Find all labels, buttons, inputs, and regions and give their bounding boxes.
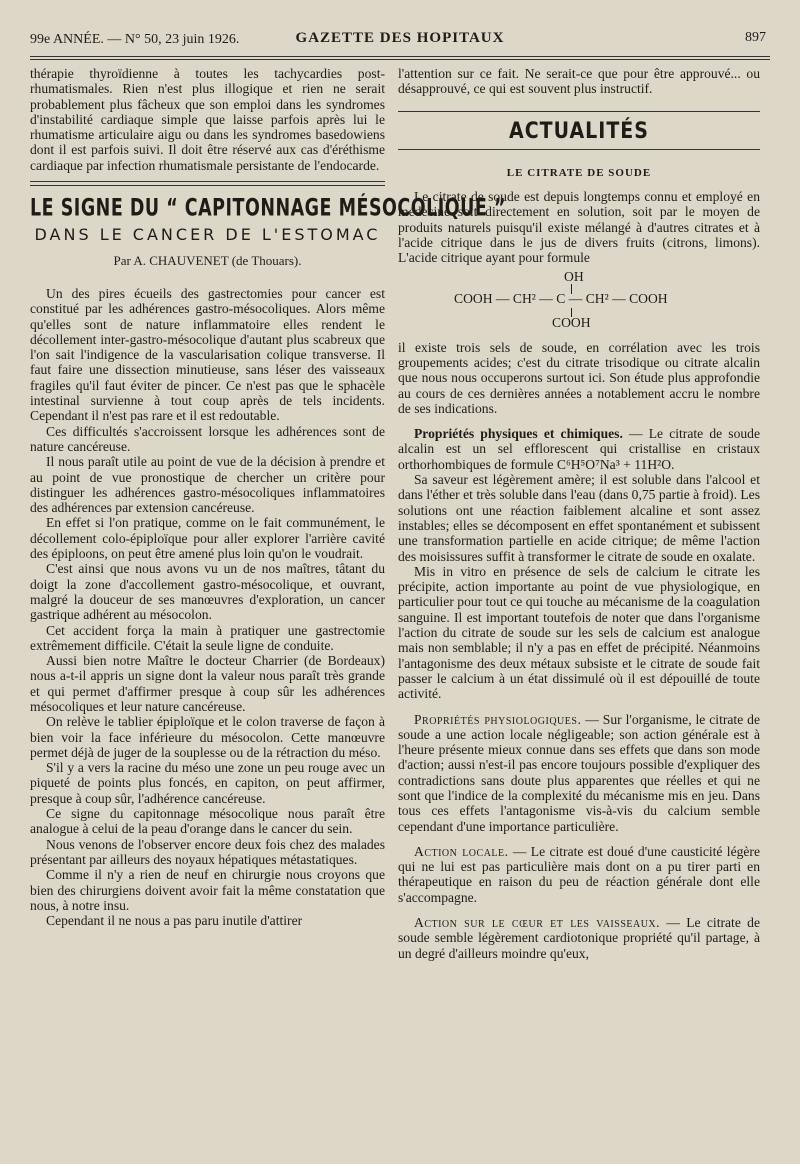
page-number: 897 (745, 30, 766, 45)
article-paragraph (398, 915, 760, 961)
article-paragraph: Cependant il ne nous a pas paru inutile d'attirer (46, 913, 303, 929)
paragraph-heading: Action sur le cœur et les vaisseaux. (414, 915, 661, 931)
journal-title: GAZETTE DES HOPITAUX (295, 30, 505, 46)
article-paragraph (398, 712, 760, 834)
formula-top: OH (564, 268, 584, 284)
right-column (398, 66, 760, 961)
article-paragraph: Comme il n'y a rien de neuf en chirurgie nous croyons que bien des chirurgiens doivent avoir fait la même constatation que nous, à notre insu. (30, 867, 385, 913)
header-rule (30, 56, 770, 60)
article-separator (30, 181, 385, 186)
article-paragraph: Ce signe du capitonnage mésocolique nous paraît être analogue à celui de la peau d'orange dans le cancer du sein. (30, 806, 385, 837)
article-byline: Par A. CHAUVENET (de Thouars). (113, 252, 302, 268)
issue-info: 99e ANNÉE. — N° 50, 23 juin 1926. (30, 32, 240, 47)
article-paragraph: On relève le tablier épiploïque et le colon traverse de façon à bien voir la face inférieure du mésocolon. Cette manœuvre permet déjà de juger de la souplesse ou de la rétraction du méso. (30, 714, 385, 760)
subsection-title: LE CITRATE DE SOUDE (506, 166, 652, 179)
article-paragraph: S'il y a vers la racine du méso une zone un peu rouge avec un piqueté de points plus foncés, en capiton, on peut affirmer, presque à coup sûr, l'adhérence cancéreuse. (30, 760, 385, 806)
left-intro-paragraph: thérapie thyroïdienne à toutes les tachycardies post-rhumatismales. Rien n'est plus illogique et rien ne serait probablement plus fâcheux que son emploi dans les syndromes d'instabilité cardiaque simple que laisse parfois après lui le rhumatisme articulaire aigu ou dans les syndromes basedowiens dont il est parfois suivi. Il doit être réservé aux cas d'éréthisme cardiaque par infection rhumatismale persistante de l'endocarde. (30, 66, 385, 173)
paragraph-heading: Action locale. (414, 843, 509, 859)
page-header (30, 28, 770, 54)
article-paragraph: Sa saveur est légèrement amère; il est soluble dans l'alcool et dans l'éther et très soluble dans l'eau (dans 0,75 partie à froid). Les solutions ont une réaction faiblement alcaline et sont assez instables; elles se décomposent en effet spontanément et subissent une transformation partielle en acide citrique; de même l'action des moisissures suffit à transformer le citrate de soude en oxalate. (398, 472, 760, 564)
formula-main: COOH — CH² — C — CH² — COOH (454, 290, 668, 306)
article-title: LE SIGNE DU “ CAPITONNAGE MÉSOCOLIQUE ” (30, 195, 506, 223)
chemical-formula (398, 270, 760, 332)
article-paragraph: Un des pires écueils des gastrectomies pour cancer est constitué par les adhérences gastro-mésocoliques. Alors même qu'elles sont de nature inflammatoire elles rendent le décollement inter-gastro-mésocolique d'autant plus scabreux que l'on sait l'indigence de la vascularisation colique transverse. Il faut faire une dissection minutieuse, sans léser des vaisseaux fragiles qu'il faut éviter de pincer. Ce n'est pas que le sphacèle intestinal survienne à tout coup après de tels incidents. Cependant il n'est pas rare et il est redoutable. (30, 285, 385, 424)
right-intro-paragraph: l'attention sur ce fait. Ne serait-ce que pour être approuvé... ou désapprouvé, ce qui est souvent plus instructif. (398, 66, 760, 97)
article-paragraph: Mis in vitro en présence de sels de calcium le citrate les précipite, action importante au point de vue physiologique, en particulier pour tout ce qui touche au mécanisme de la coagulation sanguine. Il est important toutefois de noter que dans l'organisme l'action du citrate de soude sur les sels de calcium est analogue mais non semblable; il n'y a pas en effet de précipité. Néanmoins l'antagonisme des deux métaux subsiste et le citrate de soude fait passer le calcium à un état dissimulé où il est dépouillé de toute activité. (398, 563, 760, 702)
paragraph-text: — Le citrate est doué d'une causticité légère qui ne lui est pas particulière mais dont on a pu tirer parti en thérapeutique en raison du peu de réaction générale dont elle s'accompagne. (398, 843, 760, 905)
article-paragraph (398, 844, 760, 905)
paragraph-text: — Sur l'organisme, le citrate de soude a une action locale négligeable; son action générale est à l'heure présente mieux connue dans ses effets que dans son mode d'action; aussi n'est-il pas encore toujours possible d'expliquer des contradictions sans doute plus apparentes que réelles et qui ne sont que l'indice de la complexité du mécanisme mis en jeu. Dans tous ces effets l'antagonisme vis-à-vis du calcium semble cependant d'une importance particulière. (398, 711, 760, 834)
article-paragraph: Aussi bien notre Maître le docteur Charrier (de Bordeaux) nous a-t-il appris un signe dont la valeur nous paraît très grande et qui permet d'affirmer presque à coup sûr les adhérences mésocoliques et leur nature cancéreuse. (30, 653, 385, 714)
spacer (398, 702, 760, 712)
article-paragraph: Cet accident força la main à pratiquer une gastrectomie extrêmement difficile. C'était la seule ligne de conduite. (30, 622, 385, 653)
article-paragraph: Le citrate de soude est depuis longtemps connu et employé en médecine soit directement en solution, soit par le moyen de produits naturels puisqu'il existe mélangé à d'autres citrates et à l'acide citrique dans le jus de divers fruits (citrons, limons). L'acide citrique ayant pour formule (398, 189, 760, 266)
spacer (398, 905, 760, 915)
paragraph-heading: Propriétés physiques et chimiques. (414, 426, 623, 442)
formula-bottom: COOH (552, 314, 591, 330)
article-paragraph: En effet si l'on pratique, comme on le fait communément, le décollement colo-épiploïque pour aller explorer l'arrière cavité des épiploons, on peut être amené plus loin qu'on le voudrait. (30, 515, 385, 562)
article-paragraph: Nous venons de l'observer encore deux fois chez des malades présentant par ailleurs des noyaux hépatiques métastatiques. (30, 836, 385, 867)
paragraph-text: — Le citrate de soude alcalin est un sel efflorescent qui cristallise en cristaux orthorhombiques de formule C⁶H⁵O⁷Na³ + 11H²O. (398, 426, 761, 472)
article-paragraph: C'est ainsi que nous avons vu un de nos maîtres, tâtant du doigt la zone d'accollement gastro-mésocolique, et ouvrant, malgré la douceur de ses manœuvres d'exploration, un cancer gastrique adhérent au mésocolon. (30, 561, 385, 623)
paragraph-text: — Le citrate de soude semble légèrement cardiotonique propriété qu'il partage, à un degré d'ailleurs moindre qu'eux, (398, 915, 760, 961)
spacer (398, 834, 760, 844)
article-paragraph: Ces difficultés s'accroissent lorsque les adhérences sont de nature cancéreuse. (30, 423, 385, 454)
article-paragraph: il existe trois sels de soude, en corrélation avec les trois groupements acides; c'est du citrate trisodique ou citrate alcalin que nous nous occuperons surtout ici. Son étude plus approfondie au cours de ces dernières années a notablement accru le nombre de ses indications. (398, 339, 760, 416)
article-paragraph (398, 426, 760, 472)
spacer (398, 416, 760, 426)
section-banner (398, 111, 760, 150)
article-subtitle: DANS LE CANCER DE L'ESTOMAC (34, 225, 381, 245)
paragraph-heading: Propriétés physiologiques. (414, 711, 582, 727)
section-title: ACTUALITÉS (509, 117, 649, 144)
article-paragraph: Il nous paraît utile au point de vue de la décision à prendre et au point de vue pronostique de chercher un critère pour distinguer les adhérences gastro-mésocoliques inflammatoires des adhérences par extension cancéreuse. (30, 454, 385, 516)
